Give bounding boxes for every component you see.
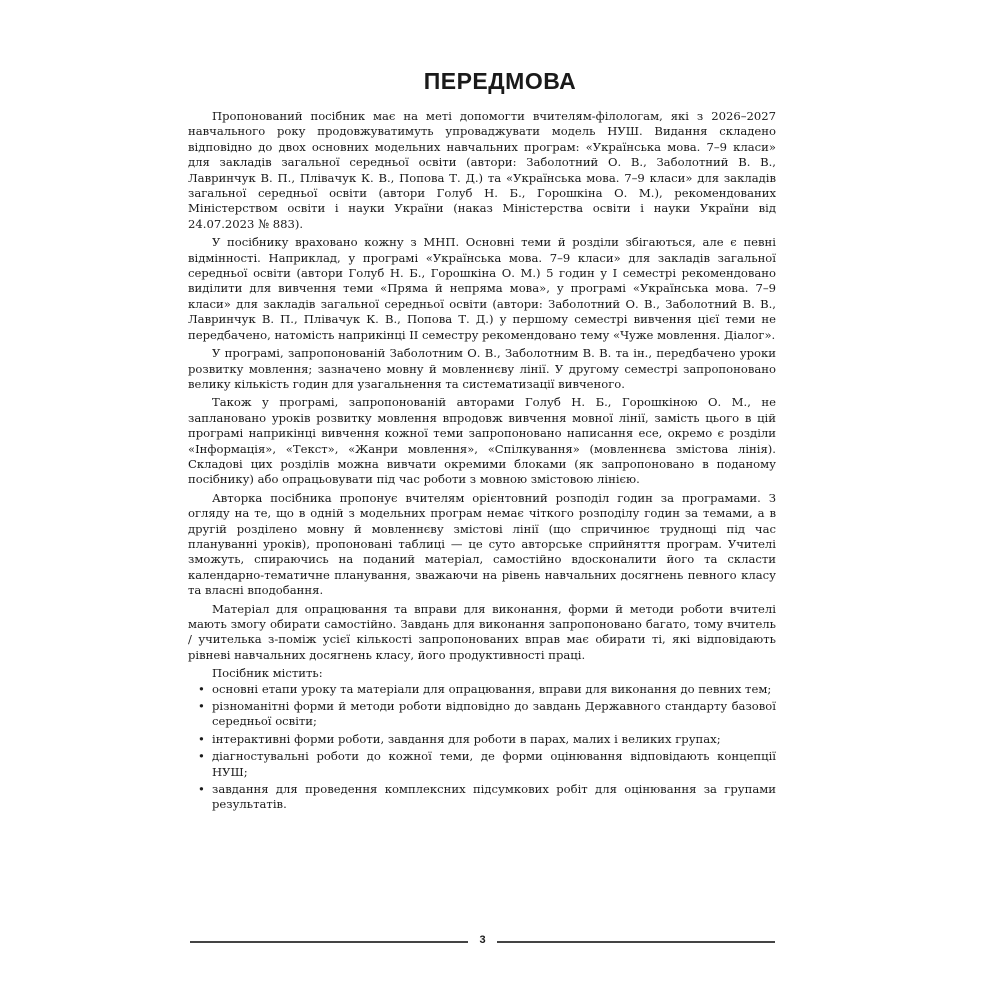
- list-item-text: основні етапи уроку та матеріали для опрацювання, вправи для виконання до певних тем;: [212, 681, 772, 696]
- bullet-icon: •: [198, 699, 205, 714]
- list-item-text: діагностувальні роботи до кожної теми, де форми оцінювання відповідають концепції НУШ;: [212, 749, 776, 779]
- page-title: ПЕРЕДМОВА: [423, 68, 577, 94]
- list-item: [188, 782, 776, 813]
- contents-list: [188, 682, 776, 813]
- list-item-text: різноманітні форми й методи роботи відповідно до завдань Державного стандарту базової середньої освіти;: [212, 699, 776, 729]
- list-item-text: завдання для проведення комплексних підсумкових робіт для оцінювання за групами результатів.: [212, 782, 776, 812]
- list-item: [188, 682, 776, 697]
- footer-divider-right: [497, 941, 775, 943]
- list-item: [188, 732, 776, 747]
- page-number: 3: [479, 934, 486, 946]
- body-text: [188, 109, 776, 815]
- bullet-icon: •: [198, 681, 205, 696]
- list-item-text: інтерактивні форми роботи, завдання для роботи в парах, малих і великих групах;: [212, 731, 721, 746]
- paragraph-2: У посібнику враховано кожну з МНП. Основні теми й розділи збігаються, але є певні відмінності. Наприклад, у програмі «Українська мова. 7–9 класи» для закладів загальної середньої освіти (автори Голуб Н. Б., Горошкіна О. М.) 5 годин у І семестрі рекомендовано виділити для вивчення теми «Пряма й непряма мова», у програмі «Українська мова. 7–9 класи» для закладів загальної середньої освіти (автори: Заболотний О. В., Заболотний В. В., Лавринчук В. П., Плівачук К. В., Попова Т. Д.) у першому семестрі вивчення цієї теми не передбачено, натомість наприкінці ІІ семестру рекомендовано тему «Чуже мовлення. Діалог».: [188, 235, 776, 342]
- paragraph-1: Пропонований посібник має на меті допомогти вчителям-філологам, які з 2026–2027 навчального року продовжуватимуть упроваджувати модель НУШ. Видання складено відповідно до двох основних модельних навчальних програм: «Українська мова. 7–9 класи» для закладів загальної середньої освіти (автори: Заболотний О. В., Заболотний В. В., Лавринчук В. П., Плівачук К. В., Попова Т. Д.) та «Українська мова. 7–9 класи» для закладів загальної середньої освіти (автори Голуб Н. Б., Горошкіна О. М.), рекомендованих Міністерством освіти і науки України (наказ Міністерства освіти і науки України від 24.07.2023 № 883).: [188, 109, 776, 231]
- paragraph-3: У програмі, запропонованій Заболотним О. В., Заболотним В. В. та ін., передбачено уроки розвитку мовлення; зазначено мовну й мовленнєву лінії. У другому семестрі запропоновано велику кількість годин для узагальнення та систематизації вивченого.: [188, 346, 776, 391]
- paragraph-6: Матеріал для опрацювання та вправи для виконання, форми й методи роботи вчителі мають змогу обирати самостійно. Завдань для виконання запропоновано багато, тому вчитель / учителька з-поміж усієї кількості запропонованих вправ має обирати ті, які відповідають рівневі навчальних досягнень класу, його продуктивності праці.: [188, 601, 776, 662]
- bullet-icon: •: [198, 782, 205, 797]
- footer-divider-left: [190, 941, 468, 943]
- list-item: [188, 749, 776, 780]
- paragraph-5: Авторка посібника пропонує вчителям орієнтовний розподіл годин за програмами. З огляду на те, що в одній з модельних програм немає чіткого розподілу годин за темами, а в другій розділено мовну й мовленнєву змістові лінії (що спричинює труднощі під час плануванні уроків), пропоновані таблиці — це суто авторське сприйняття програм. Учителі зможуть, спираючись на поданий матеріал, самостійно вдосконалити його та скласти календарно-тематичне планування, зважаючи на рівень навчальних досягнень певного класу та власні вподобання.: [188, 490, 776, 598]
- bullet-icon: •: [198, 749, 205, 764]
- paragraph-4: Також у програмі, запропонованій авторами Голуб Н. Б., Горошкіною О. М., не заплановано уроків розвитку мовлення впродовж вивчення мовної лінії, замість цього в цій програмі наприкінці вивчення кожної теми запропоновано написання есе, окремо є розділи «Інформація», «Текст», «Жанри мовлення», «Спілкування» (мовленнєва змістова лінія). Складові цих розділів можна вивчати окремими блоками (як запропоновано в поданому посібнику) або опрацьовувати під час роботи з мовною змістовою лінією.: [188, 395, 776, 487]
- bullet-icon: •: [198, 731, 205, 746]
- list-item: [188, 699, 776, 730]
- list-intro: Посібник містить:: [212, 666, 323, 681]
